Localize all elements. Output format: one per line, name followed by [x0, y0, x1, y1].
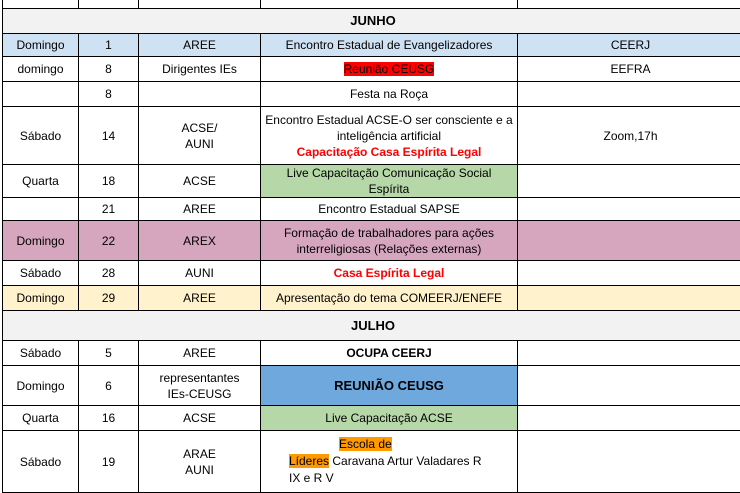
- org-cell: AREE: [139, 286, 261, 311]
- event-line: inteligência artificial: [265, 128, 513, 144]
- org-cell: Dirigentes IEs: [139, 57, 261, 82]
- table-row: [3, 198, 740, 221]
- table-row: [3, 406, 740, 431]
- event-text-highlighted: Escola de: [339, 437, 392, 451]
- month-header-june: [3, 9, 740, 34]
- date-cell: 18: [79, 165, 139, 198]
- day-cell: domingo: [3, 57, 79, 82]
- event-cell: [261, 57, 518, 82]
- month-title: JUNHO: [3, 9, 740, 34]
- place-cell: [518, 286, 740, 311]
- date-cell: 8: [79, 57, 139, 82]
- event-line: [289, 453, 513, 470]
- event-cell: [261, 221, 518, 261]
- place-cell: [518, 431, 740, 493]
- place-cell: [518, 82, 740, 107]
- table-row: [3, 82, 740, 107]
- day-cell: Sábado: [3, 341, 79, 366]
- org-cell: AUNI: [139, 261, 261, 286]
- schedule-table: [2, 0, 740, 493]
- table-row: [3, 366, 740, 406]
- day-cell: Sábado: [3, 261, 79, 286]
- date-cell: 29: [79, 286, 139, 311]
- date-cell: 21: [79, 198, 139, 221]
- table-row: [3, 341, 740, 366]
- event-line-red: Capacitação Casa Espírita Legal: [265, 144, 513, 160]
- place-cell: [518, 261, 740, 286]
- org-line: representantes: [143, 370, 256, 386]
- event-line: IX e R V: [289, 470, 513, 487]
- day-cell: [3, 82, 79, 107]
- event-line: Encontro Estadual ACSE-O ser consciente e a: [265, 112, 513, 128]
- place-cell: [518, 165, 740, 198]
- cell: [3, 0, 79, 9]
- org-line: AUNI: [143, 462, 256, 478]
- date-cell: 5: [79, 341, 139, 366]
- org-cell: AREE: [139, 198, 261, 221]
- event-cell: Encontro Estadual SAPSE: [261, 198, 518, 221]
- event-cell: Casa Espírita Legal: [261, 261, 518, 286]
- org-cell: AREX: [139, 221, 261, 261]
- table-row: [3, 165, 740, 198]
- event-cell: REUNIÃO CEUSG: [261, 366, 518, 406]
- place-cell: [518, 198, 740, 221]
- place-cell: [518, 406, 740, 431]
- org-line: AUNI: [143, 136, 256, 152]
- day-cell: Domingo: [3, 221, 79, 261]
- place-cell: Zoom,17h: [518, 107, 740, 165]
- org-line: ARAE: [143, 446, 256, 462]
- event-cell: Encontro Estadual de Evangelizadores: [261, 34, 518, 57]
- date-cell: 19: [79, 431, 139, 493]
- event-text: Caravana Artur Valadares R: [329, 454, 482, 468]
- org-cell: ACSE: [139, 406, 261, 431]
- date-cell: 22: [79, 221, 139, 261]
- event-cell: Apresentação do tema COMEERJ/ENEFE: [261, 286, 518, 311]
- event-text-highlighted: Líderes: [289, 454, 329, 468]
- day-cell: [3, 198, 79, 221]
- event-line: interreligiosas (Relações externas): [265, 241, 513, 257]
- place-cell: EEFRA: [518, 57, 740, 82]
- org-cell: ACSE: [139, 165, 261, 198]
- day-cell: Sábado: [3, 107, 79, 165]
- month-header-july: [3, 311, 740, 341]
- place-cell: [518, 221, 740, 261]
- cell: [518, 0, 740, 9]
- table-row: [3, 286, 740, 311]
- event-cell: Live Capacitação ACSE: [261, 406, 518, 431]
- place-cell: [518, 341, 740, 366]
- event-cell: OCUPA CEERJ: [261, 341, 518, 366]
- table-row: [3, 107, 740, 165]
- day-cell: Quarta: [3, 165, 79, 198]
- date-cell: 1: [79, 34, 139, 57]
- org-cell: [139, 366, 261, 406]
- event-line: Formação de trabalhadores para ações: [265, 225, 513, 241]
- table-row: [3, 261, 740, 286]
- event-cell: [261, 107, 518, 165]
- org-cell: AREE: [139, 341, 261, 366]
- day-cell: Domingo: [3, 286, 79, 311]
- day-cell: Domingo: [3, 34, 79, 57]
- date-cell: 28: [79, 261, 139, 286]
- table-row: [3, 57, 740, 82]
- org-cell: [139, 107, 261, 165]
- day-cell: Sábado: [3, 431, 79, 493]
- event-line: [289, 436, 513, 453]
- date-cell: 14: [79, 107, 139, 165]
- cell: [139, 0, 261, 9]
- event-cell: Live Capacitação Comunicação Social Espírita: [261, 165, 518, 198]
- day-cell: Domingo: [3, 366, 79, 406]
- month-title: JULHO: [3, 311, 740, 341]
- org-line: ACSE/: [143, 120, 256, 136]
- day-cell: Quarta: [3, 406, 79, 431]
- event-cell: [261, 431, 518, 493]
- org-cell: [139, 82, 261, 107]
- place-cell: [518, 366, 740, 406]
- table-row: [3, 221, 740, 261]
- event-cell: Festa na Roça: [261, 82, 518, 107]
- table-row: [3, 431, 740, 493]
- event-text-highlighted: Reunião CEUSG: [344, 62, 435, 76]
- date-cell: 6: [79, 366, 139, 406]
- date-cell: 8: [79, 82, 139, 107]
- date-cell: 16: [79, 406, 139, 431]
- place-cell: CEERJ: [518, 34, 740, 57]
- table-row: [3, 34, 740, 57]
- cell: [261, 0, 518, 9]
- table-row: [3, 0, 740, 9]
- org-line: IEs-CEUSG: [143, 386, 256, 402]
- org-cell: [139, 431, 261, 493]
- cell: [79, 0, 139, 9]
- org-cell: AREE: [139, 34, 261, 57]
